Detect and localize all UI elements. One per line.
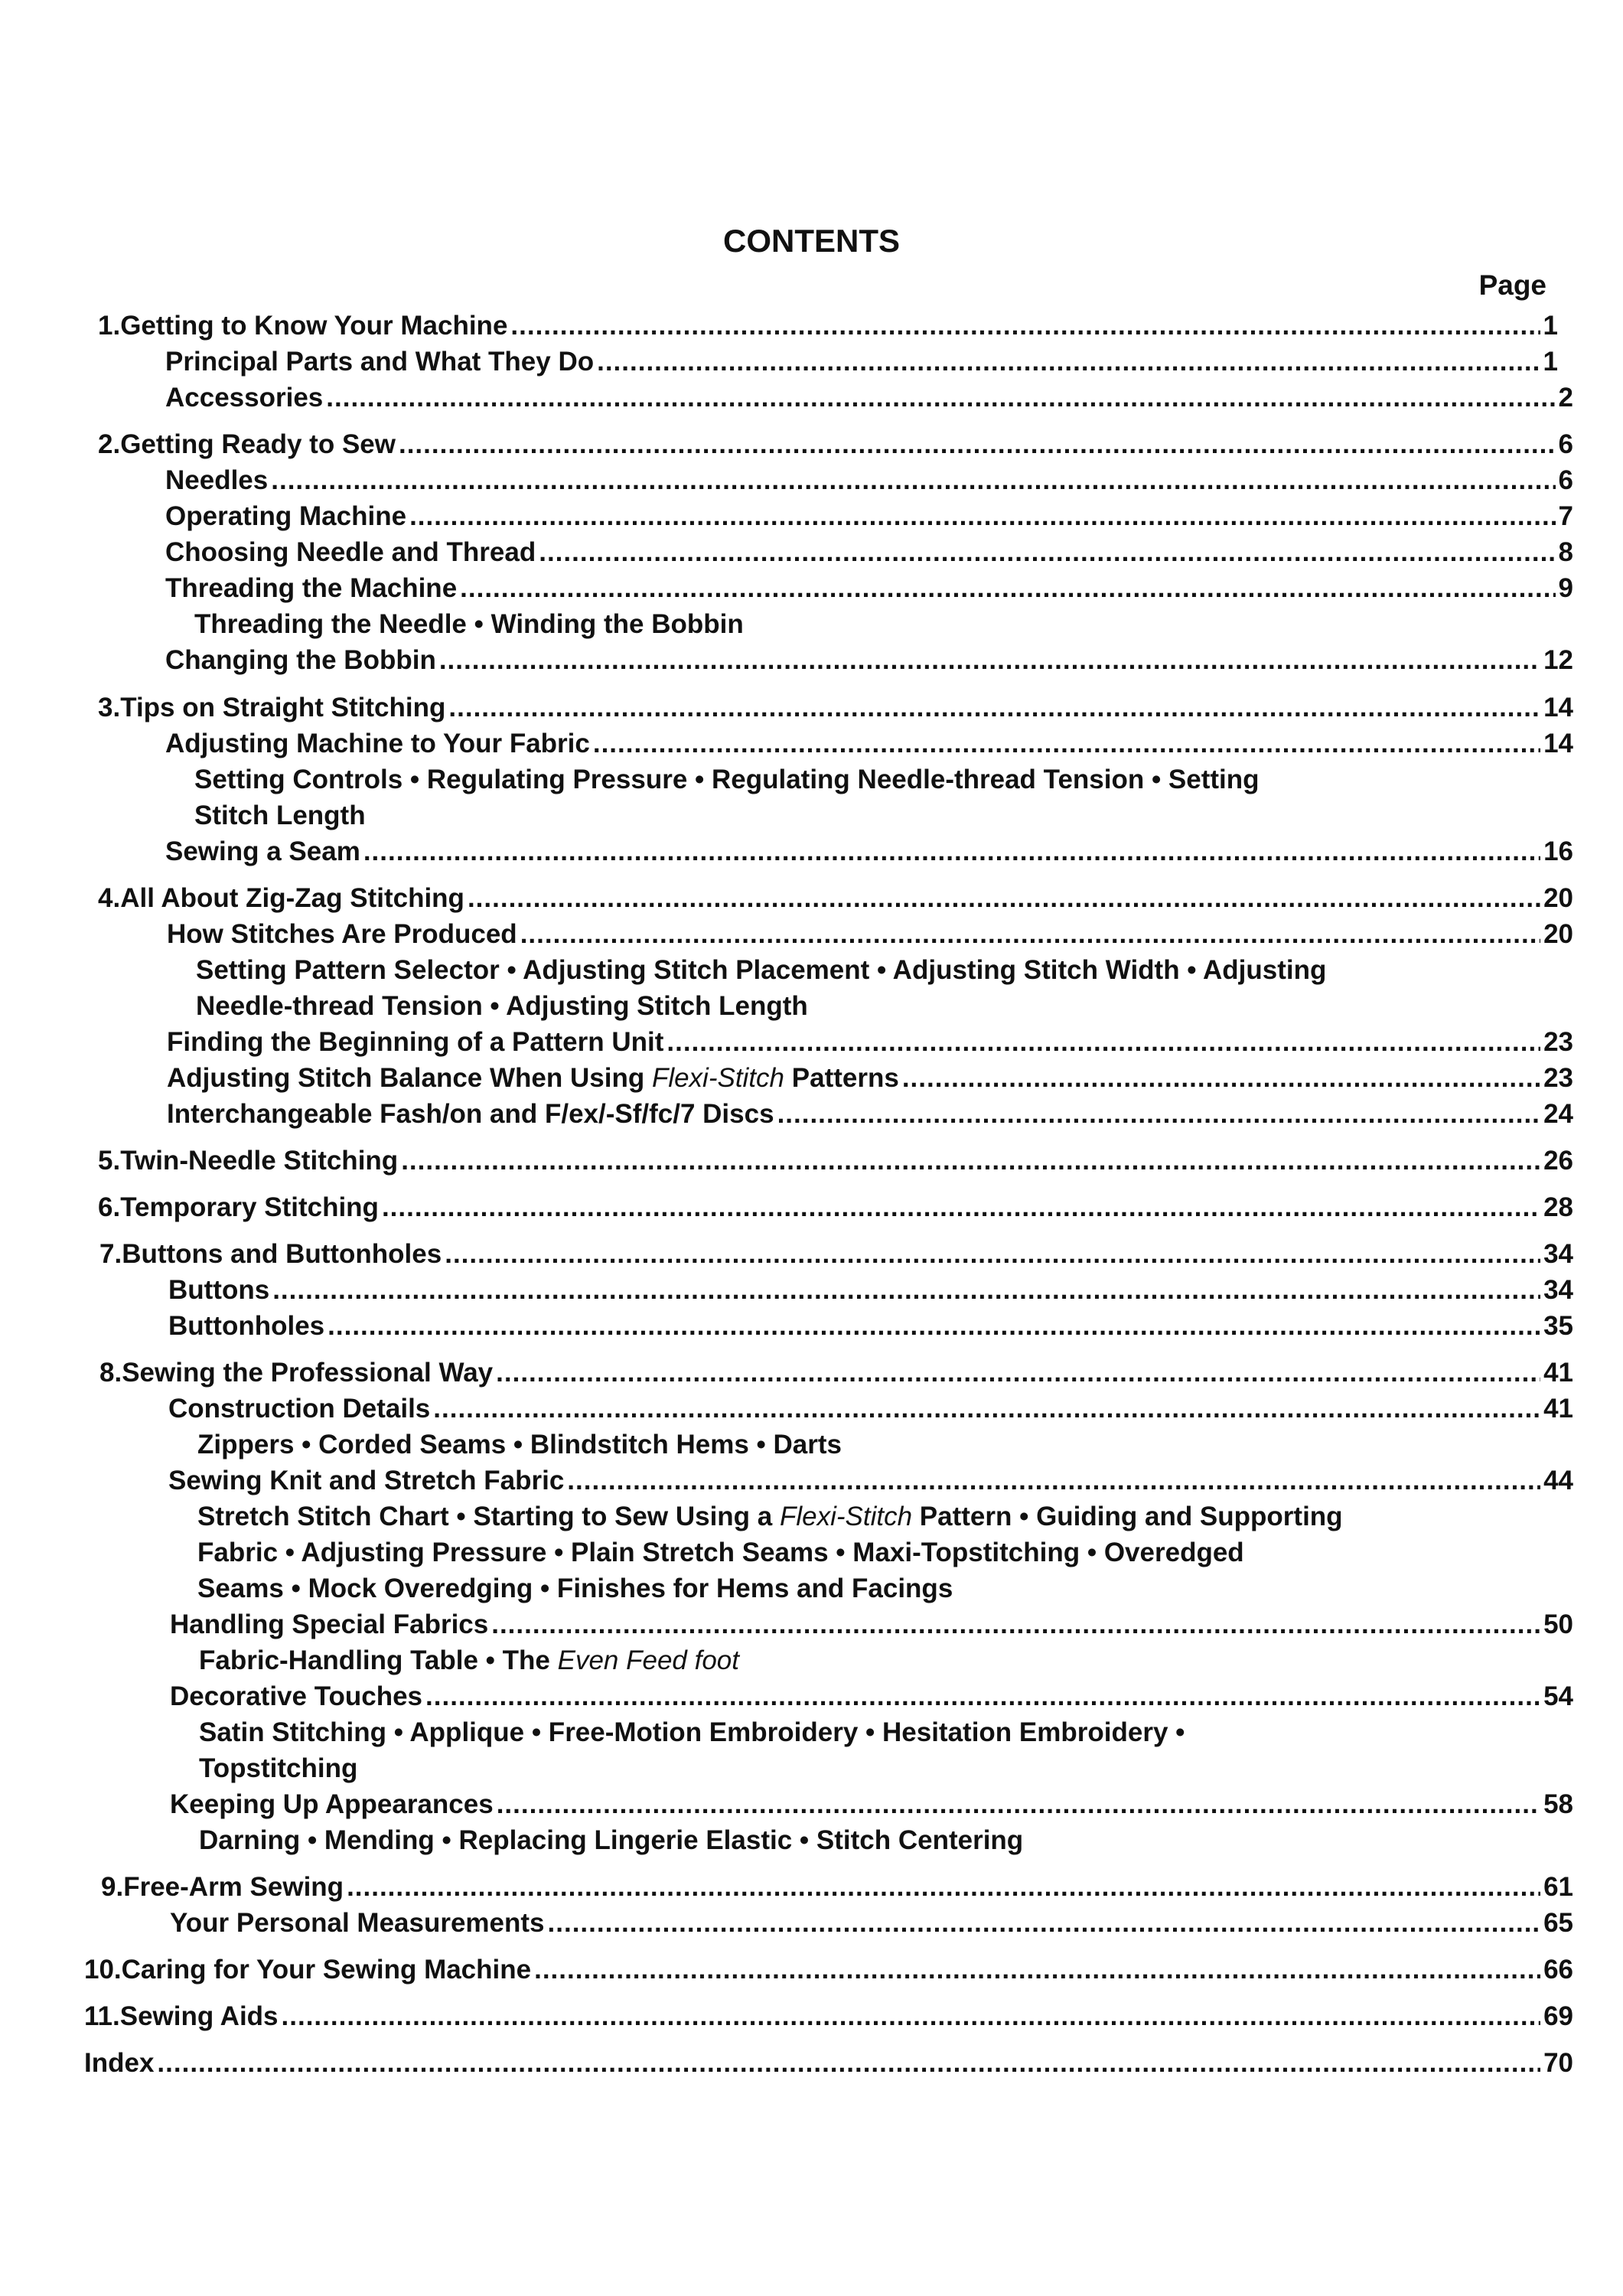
section-title: Sewing the Professional Way (122, 1358, 494, 1388)
dot-leader (272, 1273, 1540, 1308)
toc-entry[interactable] (170, 1607, 1573, 1642)
dot-leader (157, 2046, 1540, 2081)
toc-section-1[interactable] (98, 308, 1558, 344)
entry-title (167, 1061, 899, 1096)
dot-leader (548, 1906, 1541, 1941)
toc-section-2[interactable] (98, 427, 1573, 462)
section-title: Free-Arm Sewing (123, 1872, 344, 1902)
subtopic-italic: Even Feed foot (557, 1645, 739, 1675)
toc-entry[interactable] (165, 535, 1573, 570)
toc-section-5[interactable] (98, 1143, 1573, 1179)
dot-leader (539, 535, 1555, 570)
page-number: 24 (1543, 1099, 1573, 1129)
section-number: 9. (101, 1872, 124, 1902)
page-number: 65 (1543, 1908, 1573, 1938)
page-number: 20 (1543, 883, 1573, 913)
entry-title: Sewing a Seam (165, 837, 360, 866)
dot-leader (328, 1309, 1540, 1344)
entry-title: Sewing Knit and Stretch Fabric (168, 1466, 565, 1495)
dot-leader (425, 1679, 1540, 1714)
subtopic-line: Needle-thread Tension • Adjusting Stitch Length (196, 991, 808, 1021)
toc-section-9[interactable] (101, 1870, 1573, 1905)
page-number: 34 (1543, 1239, 1573, 1269)
entry-title: Buttonholes (168, 1311, 325, 1341)
page-number: 16 (1543, 837, 1573, 866)
entry-title: Adjusting Machine to Your Fabric (165, 729, 590, 758)
entry-title: Principal Parts and What They Do (165, 347, 595, 377)
page-number: 44 (1543, 1466, 1573, 1495)
toc-entry[interactable] (167, 1061, 1573, 1096)
page-number: 34 (1543, 1275, 1573, 1305)
page-number: 41 (1543, 1394, 1573, 1424)
section-number: 2. (98, 429, 121, 459)
entry-title-italic: Flexi-Stitch (651, 1063, 785, 1093)
subtopic-line: Setting Controls • Regulating Pressure • Regulating Needle-thread Tension • Setting (194, 765, 1260, 794)
section-number: 6. (98, 1192, 121, 1222)
dot-leader (468, 881, 1540, 916)
entry-title: Construction Details (168, 1394, 431, 1424)
page-title: CONTENTS (723, 223, 900, 259)
dot-leader (902, 1061, 1540, 1096)
toc-entry[interactable] (165, 499, 1573, 534)
toc-entry[interactable] (167, 1097, 1573, 1132)
entry-title: Your Personal Measurements (170, 1908, 545, 1938)
page-number: 50 (1543, 1609, 1573, 1639)
entry-title: Buttons (168, 1275, 270, 1305)
subtopic-line: Seams • Mock Overedging • Finishes for Hems and Facings (197, 1574, 953, 1603)
toc-entry[interactable] (170, 1906, 1573, 1941)
subtopic-line: Darning • Mending • Replacing Lingerie Elastic • Stitch Centering (199, 1825, 1024, 1855)
dot-leader (520, 917, 1540, 952)
section-title: All About Zig-Zag Stitching (120, 883, 464, 913)
page-number: 9 (1558, 573, 1573, 603)
subtopic-part: Pattern • Guiding and Supporting (912, 1502, 1343, 1531)
page-number: 2 (1558, 383, 1573, 413)
subtopic-line: Stitch Length (194, 801, 366, 830)
entry-title: Interchangeable Fash/on and F/ex/-Sf/fc/7 Discs (167, 1099, 774, 1129)
section-title: Getting to Know Your Machine (120, 311, 508, 341)
entry-title: Finding the Beginning of a Pattern Unit (167, 1027, 664, 1057)
page-number: 7 (1558, 501, 1573, 531)
toc-entry[interactable] (165, 726, 1573, 762)
section-title: Sewing Aids (119, 2001, 279, 2031)
entry-title: Decorative Touches (170, 1681, 423, 1711)
toc-section-8[interactable] (99, 1355, 1573, 1391)
entry-title: Accessories (165, 383, 324, 413)
entry-title: How Stitches Are Produced (167, 919, 517, 949)
toc-section-6[interactable] (98, 1190, 1573, 1225)
toc-entry[interactable] (168, 1273, 1573, 1308)
dot-leader (399, 427, 1556, 462)
entry-title-part: Patterns (784, 1063, 899, 1093)
dot-leader (567, 1463, 1540, 1499)
toc-entry[interactable] (165, 380, 1573, 416)
toc-section-3[interactable] (98, 690, 1573, 726)
page-number: 69 (1543, 2001, 1573, 2031)
toc-entry[interactable] (167, 917, 1573, 952)
page-number: 23 (1543, 1027, 1573, 1057)
toc-entry[interactable] (165, 834, 1573, 869)
subtopic-part: Stretch Stitch Chart • Starting to Sew Using a (197, 1502, 780, 1531)
section-title: Tips on Straight Stitching (120, 693, 446, 722)
toc-section-11[interactable] (84, 1999, 1573, 2034)
page-column-heading: Page (1478, 269, 1546, 301)
dot-leader (363, 834, 1540, 869)
toc-entry[interactable] (168, 1309, 1573, 1344)
dot-leader (445, 1237, 1540, 1272)
entry-title: Needles (165, 465, 269, 495)
subtopic-line: Fabric • Adjusting Pressure • Plain Stretch Seams • Maxi-Topstitching • Overedged (197, 1538, 1244, 1567)
page-number: 8 (1558, 537, 1573, 567)
subtopic-line (199, 1643, 739, 1678)
dot-leader (401, 1143, 1540, 1179)
dot-leader (433, 1391, 1540, 1427)
section-number: 4. (98, 883, 121, 913)
section-number: 3. (98, 693, 121, 722)
dot-leader (460, 571, 1555, 606)
dot-leader (439, 643, 1540, 678)
entry-title: Handling Special Fabrics (170, 1609, 489, 1639)
page-number: 6 (1558, 429, 1573, 459)
page-number: 58 (1543, 1789, 1573, 1819)
toc-section-4[interactable] (98, 881, 1573, 916)
page-number: 6 (1558, 465, 1573, 495)
entry-title: Operating Machine (165, 501, 407, 531)
dot-leader (666, 1025, 1540, 1060)
toc-entry[interactable] (170, 1787, 1573, 1822)
dot-leader (510, 308, 1540, 344)
subtopic-line: Threading the Needle • Winding the Bobbin (194, 609, 744, 639)
page-number: 1 (1543, 347, 1558, 377)
section-title: Getting Ready to Sew (120, 429, 396, 459)
page-number: 61 (1543, 1872, 1573, 1902)
section-number: 5. (98, 1146, 121, 1176)
toc-entry[interactable] (165, 571, 1573, 606)
toc-section-7[interactable] (99, 1237, 1573, 1272)
dot-leader (491, 1607, 1540, 1642)
toc-entry[interactable] (167, 1025, 1573, 1060)
dot-leader (777, 1097, 1541, 1132)
toc-entry[interactable] (168, 1463, 1573, 1499)
page-number: 23 (1543, 1063, 1573, 1093)
subtopic-line: Satin Stitching • Applique • Free-Motion Embroidery • Hesitation Embroidery • (199, 1717, 1185, 1747)
page-number: 66 (1543, 1955, 1573, 1985)
dot-leader (282, 1999, 1541, 2034)
section-title: Temporary Stitching (120, 1192, 379, 1222)
subtopic-italic: Flexi-Stitch (779, 1502, 913, 1531)
page-number: 14 (1543, 693, 1573, 722)
page-number: 14 (1543, 729, 1573, 758)
entry-title: Threading the Machine (165, 573, 458, 603)
dot-leader (409, 499, 1555, 534)
page-number: 20 (1543, 919, 1573, 949)
page-number: 54 (1543, 1681, 1573, 1711)
entry-title-part: Adjusting Stitch Balance When Using (167, 1063, 652, 1093)
dot-leader (534, 1952, 1540, 1988)
page-number: 1 (1543, 311, 1558, 341)
subtopic-part: Fabric-Handling Table • The (199, 1645, 558, 1675)
entry-title: Changing the Bobbin (165, 645, 436, 675)
dot-leader (497, 1787, 1540, 1822)
subtopic-line: Setting Pattern Selector • Adjusting Stitch Placement • Adjusting Stitch Width • Adjusting (196, 955, 1327, 985)
dot-leader (496, 1355, 1540, 1391)
dot-leader (271, 463, 1555, 498)
page-number: 35 (1543, 1311, 1573, 1341)
entry-title: Index (84, 2048, 155, 2078)
section-number: 7. (99, 1239, 122, 1269)
toc-entry[interactable] (170, 1679, 1573, 1714)
subtopic-line: Zippers • Corded Seams • Blindstitch Hems • Darts (197, 1430, 842, 1459)
toc-entry[interactable] (168, 1391, 1573, 1427)
toc-entry[interactable] (165, 344, 1558, 380)
section-number: 10. (84, 1955, 122, 1985)
section-title: Caring for Your Sewing Machine (121, 1955, 532, 1985)
toc-entry[interactable] (165, 643, 1573, 678)
page-number: 26 (1543, 1146, 1573, 1176)
dot-leader (326, 380, 1555, 416)
section-number: 11. (84, 2001, 120, 2031)
section-number: 8. (99, 1358, 122, 1388)
section-title: Buttons and Buttonholes (122, 1239, 442, 1269)
subtopic-line (197, 1499, 1343, 1534)
toc-entry[interactable] (165, 463, 1573, 498)
dot-leader (382, 1190, 1540, 1225)
toc-section-10[interactable] (84, 1952, 1573, 1988)
dot-leader (593, 726, 1540, 762)
page-number: 41 (1543, 1358, 1573, 1388)
dot-leader (448, 690, 1540, 726)
page-number: 28 (1543, 1192, 1573, 1222)
dot-leader (597, 344, 1540, 380)
section-number: 1. (98, 311, 121, 341)
page-number: 12 (1543, 645, 1573, 675)
entry-title: Choosing Needle and Thread (165, 537, 536, 567)
page-number: 70 (1543, 2048, 1573, 2078)
toc-index[interactable] (84, 2046, 1573, 2081)
dot-leader (347, 1870, 1540, 1905)
section-title: Twin-Needle Stitching (120, 1146, 399, 1176)
entry-title: Keeping Up Appearances (170, 1789, 494, 1819)
subtopic-line: Topstitching (199, 1753, 358, 1783)
